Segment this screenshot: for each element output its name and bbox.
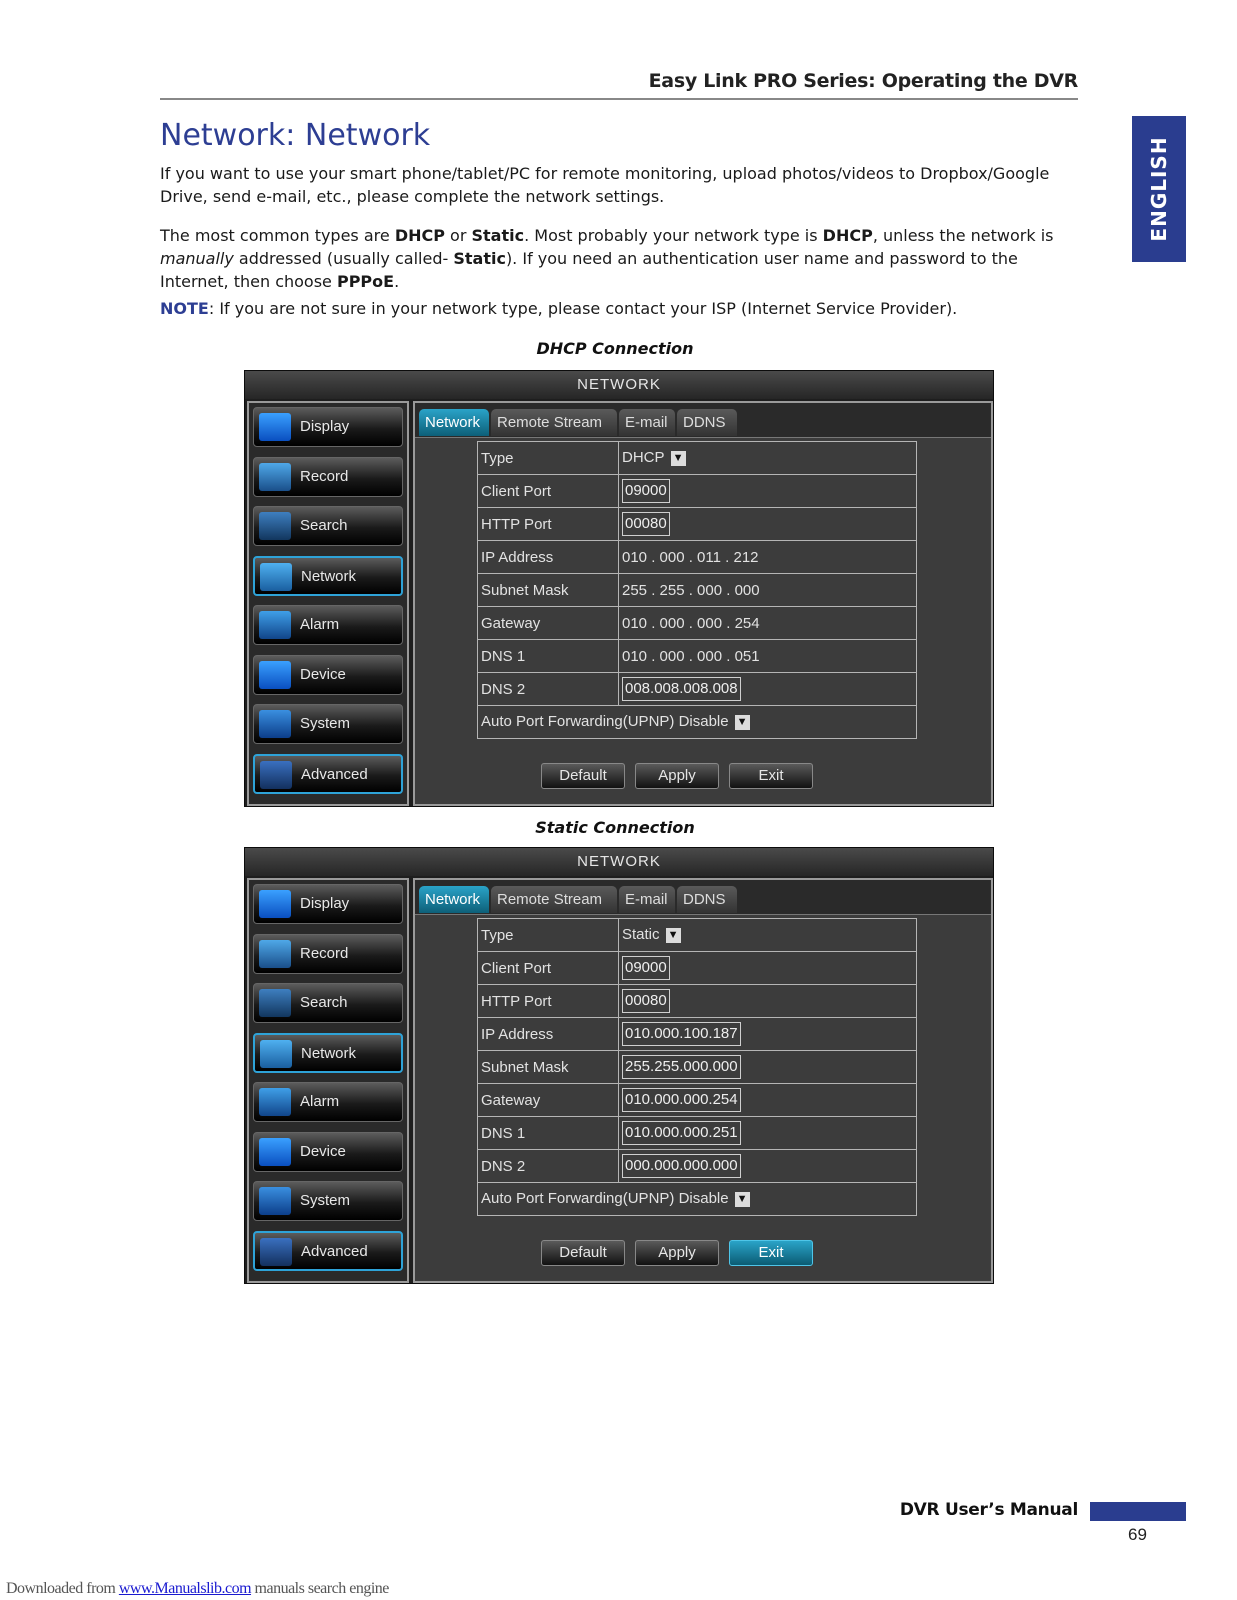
ip-field[interactable]: 010.000.100.187 bbox=[622, 1022, 741, 1046]
monitor-icon bbox=[259, 890, 291, 918]
gateway-field[interactable]: 010.000.000.254 bbox=[622, 1088, 741, 1112]
note-paragraph: NOTE: If you are not sure in your network type, please contact your ISP (Internet Service Provider). bbox=[160, 299, 958, 318]
panel-title: NETWORK bbox=[245, 371, 993, 399]
table-row bbox=[478, 640, 917, 673]
sidebar-item-label: System bbox=[300, 1192, 351, 1209]
sidebar-item-label: Search bbox=[300, 994, 348, 1011]
chevron-down-icon: ▼ bbox=[666, 928, 681, 943]
table-row bbox=[478, 574, 917, 607]
tab-remote-stream[interactable]: Remote Stream bbox=[491, 409, 617, 436]
dns1-field[interactable]: 010.000.000.251 bbox=[622, 1121, 741, 1145]
search-icon bbox=[259, 989, 291, 1017]
type-label: Type bbox=[478, 442, 619, 475]
tab-ddns[interactable]: DDNS bbox=[677, 409, 737, 436]
table-row bbox=[478, 1117, 917, 1150]
http-port-field[interactable]: 00080 bbox=[622, 512, 670, 536]
gear-icon bbox=[259, 710, 291, 738]
sidebar-item-search[interactable] bbox=[253, 983, 403, 1023]
sidebar-item-system[interactable] bbox=[253, 704, 403, 744]
sidebar-item-label: System bbox=[300, 715, 351, 732]
record-icon bbox=[259, 463, 291, 491]
dns1-label: DNS 1 bbox=[478, 1117, 619, 1150]
manualslib-link[interactable]: www.Manualslib.com bbox=[118, 1580, 252, 1597]
table-row bbox=[478, 706, 917, 739]
page-title: Network: Network bbox=[160, 118, 431, 153]
dns2-label: DNS 2 bbox=[478, 1150, 619, 1183]
alarm-icon bbox=[259, 1088, 291, 1116]
table-row bbox=[478, 952, 917, 985]
gear-icon bbox=[259, 1187, 291, 1215]
record-icon bbox=[259, 940, 291, 968]
sidebar-item-label: Search bbox=[300, 517, 348, 534]
sidebar-item-advanced[interactable] bbox=[253, 1231, 403, 1271]
monitor-icon bbox=[259, 413, 291, 441]
device-icon bbox=[259, 661, 291, 689]
http-port-field[interactable]: 00080 bbox=[622, 989, 670, 1013]
sidebar-item-network[interactable] bbox=[253, 556, 403, 596]
upnp-select[interactable]: Disable ▼ bbox=[679, 1189, 750, 1209]
dns2-field[interactable]: 008.008.008.008 bbox=[622, 677, 741, 701]
dhcp-network-panel bbox=[244, 370, 994, 807]
sidebar-item-label: Device bbox=[300, 665, 346, 683]
language-label: ENGLISH bbox=[1147, 136, 1171, 242]
type-select[interactable]: Static ▼ bbox=[622, 925, 681, 945]
search-icon bbox=[259, 512, 291, 540]
sidebar-item-alarm[interactable] bbox=[253, 605, 403, 645]
dhcp-caption: DHCP Connection bbox=[536, 339, 694, 358]
exit-button[interactable]: Exit bbox=[729, 763, 813, 789]
sidebar-item-record[interactable] bbox=[253, 457, 403, 497]
running-header: Easy Link PRO Series: Operating the DVR bbox=[648, 70, 1078, 92]
settings-table bbox=[477, 918, 917, 1216]
apply-button[interactable]: Apply bbox=[635, 1240, 719, 1266]
client-port-field[interactable]: 09000 bbox=[622, 479, 670, 503]
sidebar-item-label: Device bbox=[300, 1142, 346, 1160]
sidebar-item-record[interactable] bbox=[253, 934, 403, 974]
apply-button[interactable]: Apply bbox=[635, 763, 719, 789]
sidebar-item-label: Alarm bbox=[300, 1093, 340, 1110]
http-port-label: HTTP Port bbox=[478, 985, 619, 1018]
sidebar-item-system[interactable] bbox=[253, 1181, 403, 1221]
sidebar-item-label: Display bbox=[300, 895, 350, 912]
sidebar-item-display[interactable] bbox=[253, 884, 403, 924]
ip-label: IP Address bbox=[478, 541, 619, 574]
client-port-field[interactable]: 09000 bbox=[622, 956, 670, 980]
network-settings-area bbox=[413, 401, 993, 806]
sidebar-item-label: Record bbox=[300, 944, 349, 962]
sidebar-item-device[interactable] bbox=[253, 655, 403, 695]
settings-table bbox=[477, 441, 917, 739]
tab-network[interactable]: Network bbox=[419, 886, 489, 913]
sidebar-item-advanced[interactable] bbox=[253, 754, 403, 794]
device-icon bbox=[259, 1138, 291, 1166]
network-settings-area bbox=[413, 878, 993, 1283]
tab-remote-stream[interactable]: Remote Stream bbox=[491, 886, 617, 913]
sidebar-item-search[interactable] bbox=[253, 506, 403, 546]
upnp-select[interactable]: Disable ▼ bbox=[679, 712, 750, 732]
default-button[interactable]: Default bbox=[541, 763, 625, 789]
upnp-label: Auto Port Forwarding(UPNP) bbox=[481, 713, 675, 730]
static-network-panel bbox=[244, 847, 994, 1284]
subnet-label: Subnet Mask bbox=[478, 1051, 619, 1084]
tab-bar bbox=[415, 880, 991, 915]
ip-label: IP Address bbox=[478, 1018, 619, 1051]
table-row bbox=[478, 607, 917, 640]
wrench-icon bbox=[260, 761, 292, 789]
sidebar-item-label: Alarm bbox=[300, 616, 340, 633]
sidebar-menu bbox=[247, 878, 409, 1283]
chevron-down-icon: ▼ bbox=[735, 1192, 750, 1207]
table-row bbox=[478, 1183, 917, 1216]
sidebar-item-device[interactable] bbox=[253, 1132, 403, 1172]
sidebar-item-label: Network bbox=[301, 567, 357, 585]
page-number: 69 bbox=[1128, 1525, 1147, 1544]
globe-icon bbox=[260, 563, 292, 591]
table-row bbox=[478, 1018, 917, 1051]
table-row bbox=[478, 1084, 917, 1117]
subnet-value[interactable]: 255 . 255 . 000 . 000 bbox=[622, 581, 760, 599]
http-port-label: HTTP Port bbox=[478, 508, 619, 541]
download-notice: Downloaded from www.Manualslib.com manuals search engine bbox=[6, 1580, 389, 1597]
tab-e-mail[interactable]: E-mail bbox=[619, 886, 675, 913]
sidebar-menu bbox=[247, 401, 409, 806]
dns2-label: DNS 2 bbox=[478, 673, 619, 706]
gateway-label: Gateway bbox=[478, 1084, 619, 1117]
default-button[interactable]: Default bbox=[541, 1240, 625, 1266]
intro-paragraph: If you want to use your smart phone/tablet/PC for remote monitoring, upload photos/videos to Dropbox/Google Drive, send e-mail, etc., please complete the network settings. bbox=[160, 164, 1050, 206]
type-select[interactable]: DHCP ▼ bbox=[622, 448, 686, 468]
tab-ddns[interactable]: DDNS bbox=[677, 886, 737, 913]
static-caption: Static Connection bbox=[535, 818, 695, 837]
table-row bbox=[478, 1150, 917, 1183]
sidebar-item-alarm[interactable] bbox=[253, 1082, 403, 1122]
wrench-icon bbox=[260, 1238, 292, 1266]
alarm-icon bbox=[259, 611, 291, 639]
sidebar-item-display[interactable] bbox=[253, 407, 403, 447]
upnp-label: Auto Port Forwarding(UPNP) bbox=[481, 1190, 675, 1207]
type-label: Type bbox=[478, 919, 619, 952]
dns1-label: DNS 1 bbox=[478, 640, 619, 673]
table-row bbox=[478, 541, 917, 574]
panel-title: NETWORK bbox=[245, 848, 993, 876]
gateway-value[interactable]: 010 . 000 . 000 . 254 bbox=[622, 614, 760, 632]
tab-bar bbox=[415, 403, 991, 438]
ip-value[interactable]: 010 . 000 . 011 . 212 bbox=[622, 548, 759, 566]
exit-button[interactable]: Exit bbox=[729, 1240, 813, 1266]
subnet-label: Subnet Mask bbox=[478, 574, 619, 607]
language-tab bbox=[1132, 116, 1186, 262]
sidebar-item-label: Display bbox=[300, 418, 350, 435]
footer-bar bbox=[1090, 1502, 1186, 1521]
sidebar-item-label: Record bbox=[300, 467, 349, 485]
tab-network[interactable]: Network bbox=[419, 409, 489, 436]
sidebar-item-network[interactable] bbox=[253, 1033, 403, 1073]
client-port-label: Client Port bbox=[478, 475, 619, 508]
dns1-value[interactable]: 010 . 000 . 000 . 051 bbox=[622, 647, 760, 665]
header-rule bbox=[160, 98, 1078, 100]
types-paragraph: The most common types are DHCP or Static. Most probably your network type is DHCP, unless the network is manually addressed (usually called- Static). If you need an authentication user name and password to the Internet, then choose PPPoE. bbox=[160, 226, 1054, 291]
table-row bbox=[478, 508, 917, 541]
subnet-field[interactable]: 255.255.000.000 bbox=[622, 1055, 741, 1079]
sidebar-item-label: Advanced bbox=[301, 1242, 368, 1260]
note-label: NOTE bbox=[160, 299, 209, 318]
chevron-down-icon: ▼ bbox=[735, 715, 750, 730]
gateway-label: Gateway bbox=[478, 607, 619, 640]
chevron-down-icon: ▼ bbox=[671, 451, 686, 466]
table-row bbox=[478, 1051, 917, 1084]
sidebar-item-label: Advanced bbox=[301, 765, 368, 783]
table-row bbox=[478, 442, 917, 475]
table-row bbox=[478, 985, 917, 1018]
footer-title: DVR User’s Manual bbox=[899, 1500, 1078, 1520]
sidebar-item-label: Network bbox=[301, 1044, 357, 1062]
tab-e-mail[interactable]: E-mail bbox=[619, 409, 675, 436]
table-row bbox=[478, 919, 917, 952]
table-row bbox=[478, 673, 917, 706]
table-row bbox=[478, 475, 917, 508]
dns2-field[interactable]: 000.000.000.000 bbox=[622, 1154, 741, 1178]
client-port-label: Client Port bbox=[478, 952, 619, 985]
globe-icon bbox=[260, 1040, 292, 1068]
